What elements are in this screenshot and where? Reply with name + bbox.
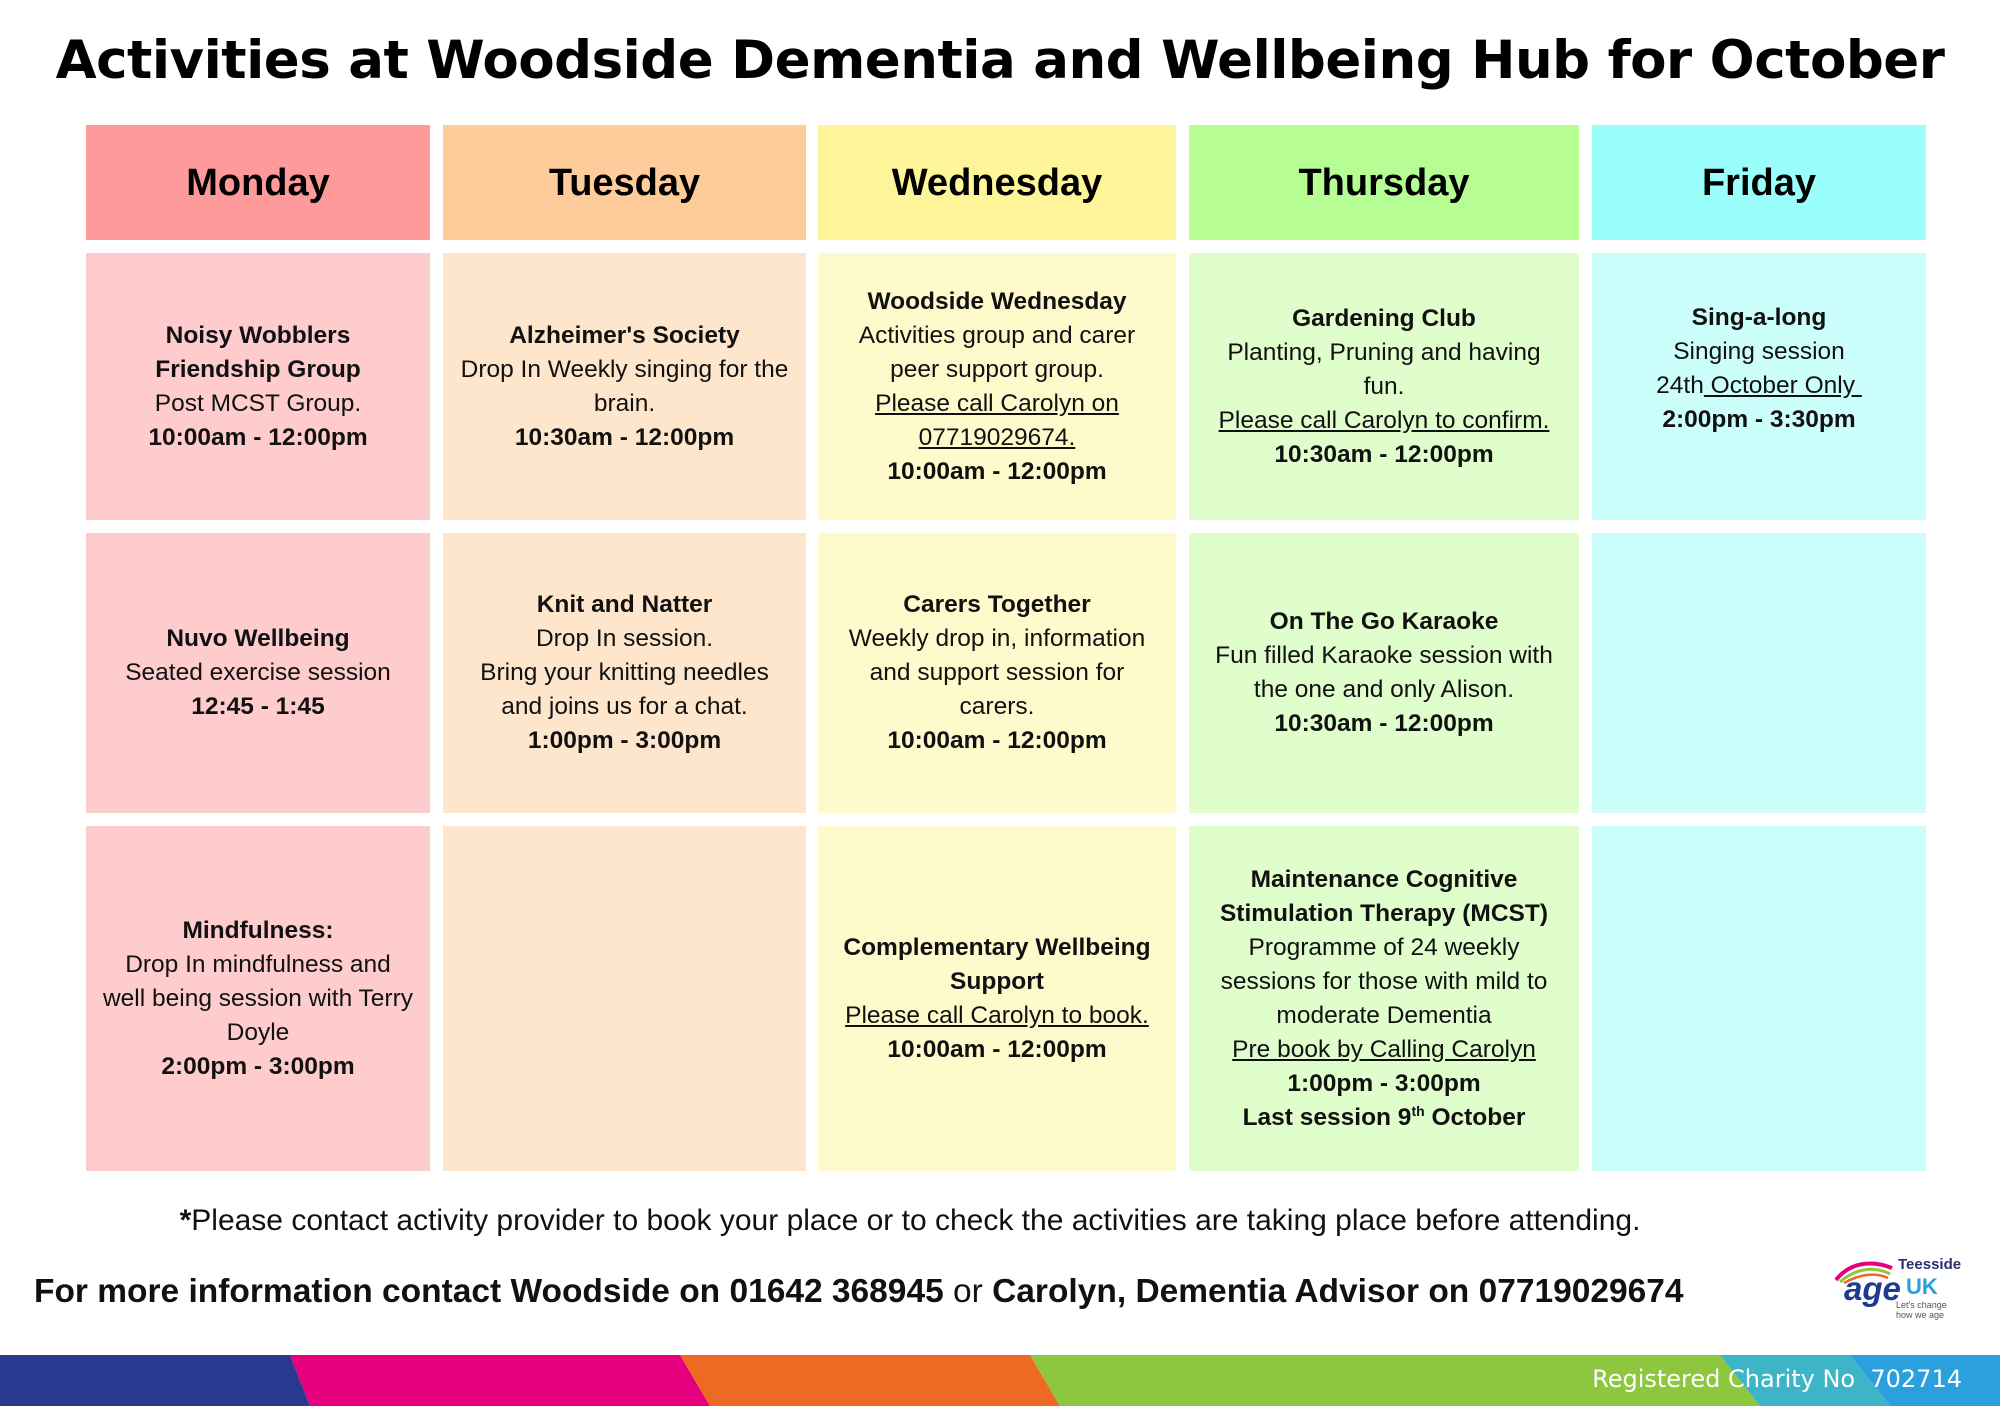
activity-time: 2:00pm - 3:30pm [1662,406,1856,433]
activity-booking-note: Please call Carolyn to book. [845,1001,1149,1029]
header-thursday [1189,125,1579,240]
activity-title: Maintenance Cognitive [1250,865,1518,893]
header-tuesday [443,125,806,240]
activity-time: 10:00am - 12:00pm [887,1035,1107,1063]
activity-title: Noisy Wobblers [165,321,351,349]
empty-slot-friday-2 [1592,533,1926,813]
activity-description: Planting, Pruning and having [1227,338,1541,366]
activity-time: 2:00pm - 3:00pm [161,1052,355,1080]
activity-time: 1:00pm - 3:00pm [1287,1069,1481,1097]
activity-tuesday-knit-and-natter [443,533,806,813]
activity-wednesday-complementary-wellbeing [818,826,1176,1171]
header-wednesday-label: Wednesday [891,161,1103,204]
activity-description: Weekly drop in, information [848,625,1146,652]
activity-booking-note: Pre book by Calling Carolyn [1232,1035,1536,1063]
logo-tagline [1896,1300,1956,1320]
activity-title: Stimulation Therapy (MCST) [1219,899,1549,927]
activity-monday-nuvo-wellbeing [86,533,430,813]
activity-description: Drop In mindfulness and [125,950,391,978]
asterisk: * [179,1204,192,1237]
page-title: Activities at Woodside Dementia and Wellbeing Hub for October [55,30,1945,91]
activity-thursday-mcst [1189,826,1579,1171]
activity-title: Gardening Club [1292,304,1476,332]
activity-time: 10:00am - 12:00pm [887,727,1107,754]
activity-last-session [1243,1101,1526,1135]
activity-description: and joins us for a chat. [501,693,748,720]
activity-monday-noisy-wobblers [86,253,430,520]
activity-title: Complementary Wellbeing [843,933,1151,961]
contact-info [34,1273,1684,1311]
header-friday-label: Friday [1701,161,1817,204]
logo-tagline-line2: how we age [1896,1310,1945,1320]
activity-time: 10:00am - 12:00pm [887,457,1107,485]
activity-description: moderate Dementia [1276,1001,1492,1029]
activity-description: and support session for [869,659,1125,686]
empty-slot-friday-3 [1592,826,1926,1171]
activity-description: Drop In Weekly singing for the [460,355,789,383]
activity-description: Bring your knitting needles [480,659,769,686]
age-uk-teesside-logo [1832,1256,1962,1328]
activity-description: Drop In session. [535,625,714,652]
contact-woodside: For more information contact Woodside on 01642 368945 [34,1273,944,1310]
activity-title: Support [950,967,1044,995]
contact-carolyn: Carolyn, Dementia Advisor on 07719029674 [992,1273,1684,1310]
activity-wednesday-carers-together [818,533,1176,813]
activity-booking-note: Please call Carolyn on [875,389,1119,417]
activity-description: Fun filled Karaoke session with [1215,642,1553,669]
activity-wednesday-woodside-wednesday [818,253,1176,520]
header-friday [1592,125,1926,240]
activity-description: Doyle [226,1018,290,1046]
last-session-month: October [1424,1103,1526,1131]
activity-title: On The Go Karaoke [1269,608,1499,635]
header-tuesday-label: Tuesday [548,161,701,204]
activity-time: 10:30am - 12:00pm [514,423,735,451]
charity-number: Registered Charity No 702714 [1592,1365,1962,1393]
activity-title: Nuvo Wellbeing [166,625,350,652]
activity-date [1656,369,1862,403]
last-session-ordinal: th [1411,1102,1425,1119]
header-monday [86,125,430,240]
activity-friday-sing-a-long [1592,253,1926,520]
activity-time: 10:30am - 12:00pm [1274,440,1494,468]
activity-date-day: 24th [1656,372,1704,399]
header-monday-label: Monday [186,161,330,204]
activity-time: 10:30am - 12:00pm [1274,710,1494,737]
logo-tagline-line1: Let's change [1896,1300,1947,1310]
activity-thursday-gardening-club [1189,253,1579,520]
activity-title: Knit and Natter [536,591,713,618]
activity-description: fun. [1363,372,1405,400]
empty-slot-tuesday-3 [443,826,806,1171]
disclaimer-text: Please contact activity provider to book your place or to check the activities are taking place before attending. [191,1204,1641,1237]
activity-title: Mindfulness: [182,916,334,944]
logo-uk: UK [1906,1274,1938,1299]
activity-description: the one and only Alison. [1253,676,1515,703]
activity-title: Alzheimer's Society [509,321,740,349]
activity-description: Singing session [1673,338,1845,365]
activity-date-note: October Only [1703,372,1862,399]
activity-description: carers. [959,693,1035,720]
activity-title: Carers Together [903,591,1091,618]
header-wednesday [818,125,1176,240]
activity-tuesday-alzheimers-society [443,253,806,520]
activity-description: sessions for those with mild to [1220,967,1548,995]
logo-org: Teesside [1898,1256,1962,1273]
activity-description: Post MCST Group. [154,389,362,417]
booking-disclaimer [0,1204,1820,1238]
header-thursday-label: Thursday [1298,161,1470,204]
activity-time: 12:45 - 1:45 [191,693,325,720]
activity-description: Programme of 24 weekly [1248,933,1520,961]
activity-time: 10:00am - 12:00pm [148,423,368,451]
activity-time: 1:00pm - 3:00pm [527,727,722,754]
activity-title: Sing-a-long [1691,304,1827,331]
contact-or: or [943,1273,993,1310]
activity-booking-note: Please call Carolyn to confirm. [1218,406,1550,434]
activity-description: Seated exercise session [125,659,391,686]
activity-description: peer support group. [890,355,1104,383]
activity-description: brain. [593,389,656,417]
activity-monday-mindfulness [86,826,430,1171]
logo-age: age [1844,1270,1901,1307]
activity-title: Friendship Group [155,355,361,383]
activity-description: Activities group and carer [858,321,1136,349]
activity-booking-phone: 07719029674. [918,423,1076,451]
last-session-text: Last session 9 [1242,1103,1412,1131]
activity-title: Woodside Wednesday [867,287,1127,315]
activity-description: well being session with Terry [102,984,414,1012]
activity-thursday-karaoke [1189,533,1579,813]
